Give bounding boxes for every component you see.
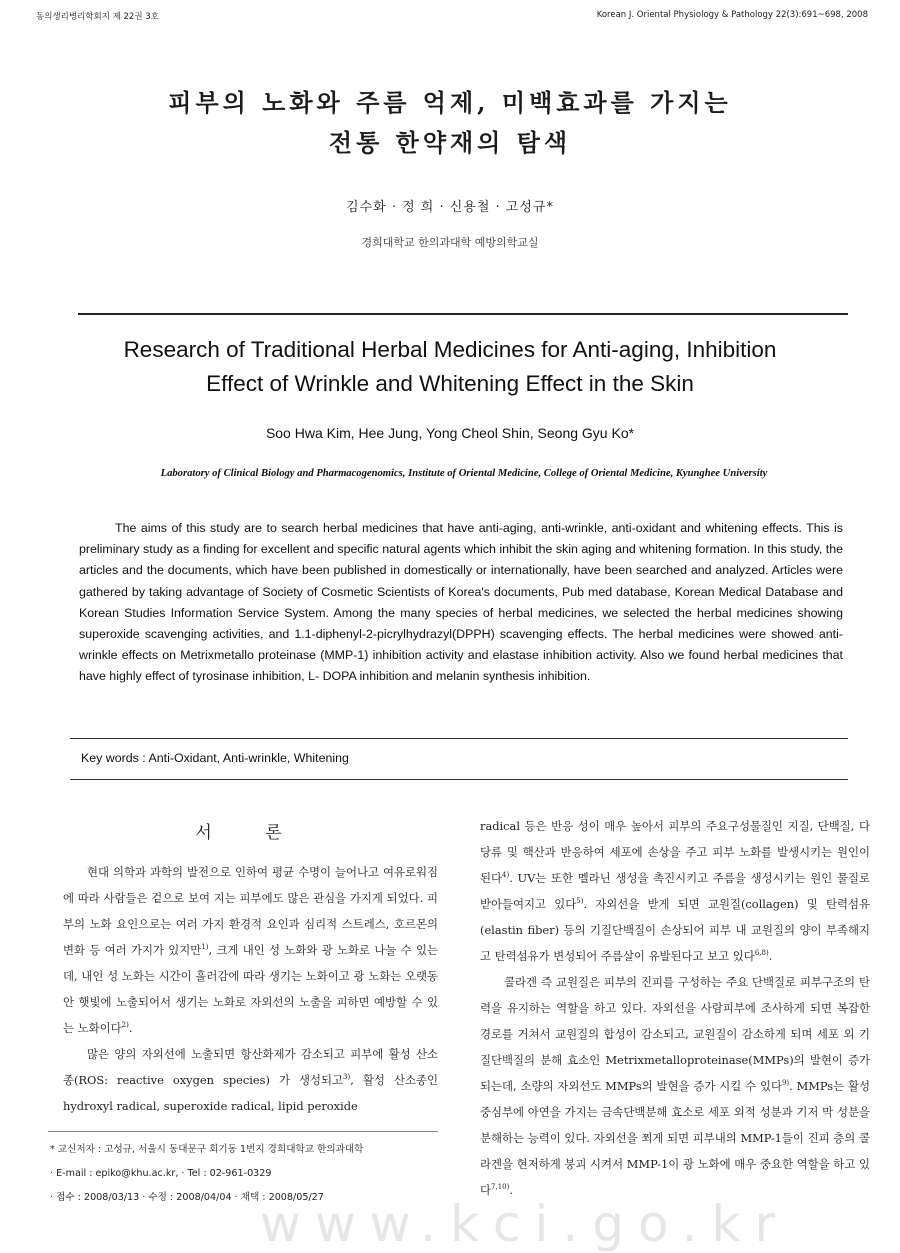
intro-paragraph-2-continued: radical 등은 반응 성이 매우 높아서 피부의 주요구성물질인 지질, 단백질, 다당류 및 핵산과 반응하여 세포에 손상을 주고 피부 노화를 발생시키는 원인이 된다$^{4)}$. UV는 또한 멜라닌 생성을 촉진시키고 주름을 생성시키는 원인 물질로 받아들여지고 있다$^{5)}$. 자외선을 받게 되면 교원질(collagen) 및 탄력섬유(elastin fiber) 등의 기질단백질이 손상되어 피부 내 교원질의 양이 부족해지고 탄력섬유가 변성되어 주름살이 유발된다고 보고 있다$^{6,8)}$. [480, 819, 870, 963]
citation-ref: 9) [781, 1079, 790, 1088]
keywords-top-rule [70, 738, 848, 739]
korean-affiliation: 경희대학교 한의과대학 예방의학교실 [361, 236, 539, 249]
footnote-corresponding-author: * 교신저자 : 고성규, 서울시 동대문구 회기동 1번지 경희대학교 한의과대학 [50, 1144, 364, 1155]
abstract: The aims of this study are to search herbal medicines that have anti-aging, anti-wrinkle, anti-oxidant and whitening effects. This is preliminary study as a finding for excellent and specific natural agents which inhibit the skin aging and whitening formation. In this study, the articles and the documents, which have been published in domestically or internationally, have been searched and analyzed. Articles were gathered by taking advantage of Society of Cosmetic Scientists of Korea's documents, Pub med database, Korean Medical Database and Korean Studies Information Service System. Among the many species of herbal medicines, we selected the herbal medicines showing superoxide scavenging activities, and 1.1-diphenyl-2-picrylhydrazyl(DPPH) scavenging effects. The herbal medicines were showed anti-wrinkle effects on Metrixmetallo proteinase (MMP-1) inhibition activity and elastase inhibition activity. Also we found herbal medicines that have highly effect of tyrosinase inhibition, L- DOPA inhibition and melanin synthesis inhibition. [79, 521, 843, 684]
footnote-dates: · 접수 : 2008/03/13 · 수정 : 2008/04/04 · 채택 : 2008/05/27 [50, 1192, 324, 1203]
footnote-contact: · E-mail : epiko@khu.ac.kr, · Tel : 02-961-0329 [50, 1168, 272, 1179]
korean-authors: 김수화 · 정 희 · 신용철 · 고성규* [346, 200, 554, 215]
citation-ref: 3) [343, 1073, 351, 1082]
journal-header-korean: 동의생리병리학회지 제 22권 3호 [36, 12, 159, 22]
korean-title-line-1: 피부의 노화와 주름 억제, 미백효과를 가지는 [168, 88, 732, 117]
citation-ref: 2) [121, 1021, 129, 1030]
keywords: Key words : Anti-Oxidant, Anti-wrinkle, Whitening [81, 751, 349, 765]
english-title-line-2: Effect of Wrinkle and Whitening Effect in the Skin [206, 371, 694, 396]
title-divider [78, 313, 848, 315]
english-authors: Soo Hwa Kim, Hee Jung, Yong Cheol Shin, Seong Gyu Ko* [265, 425, 635, 441]
keywords-bottom-rule [70, 779, 848, 780]
citation-ref: 6,8) [754, 949, 769, 958]
kci-watermark: www.kci.go.kr [260, 1195, 790, 1253]
english-title [0, 333, 900, 401]
korean-title-line-2: 전통 한약재의 탐색 [328, 128, 572, 157]
citation-ref: 5) [576, 897, 584, 906]
english-affiliation: Laboratory of Clinical Biology and Pharmacogenomics, Institute of Oriental Medicine, College of Oriental Medicine, Kyunghee University [160, 468, 768, 479]
intro-paragraph-2: 많은 양의 자외선에 노출되면 항산화제가 감소되고 피부에 활성 산소 종(ROS: reactive oxygen species) 가 생성되고$^{3)}$, 활성 산소종인 hydroxyl radical, superoxide radical, lipid peroxide [63, 1047, 438, 1113]
citation-ref: 7,10) [491, 1183, 510, 1192]
section-heading-introduction: 서 론 [195, 823, 306, 843]
intro-paragraph-1: 현대 의학과 과학의 발전으로 인하여 평균 수명이 늘어나고 여유로워짐에 따라 사람들은 겉으로 보여 지는 피부에도 많은 관심을 가지게 되었다. 피부의 노화 요인으로는 여러 가지 환경적 요인과 심리적 스트레스, 호르몬의 변화 등 여러 가지가 있지만$^{1)}$, 크게 내인 성 노화와 광 노화로 나눌 수 있는데, 내인 성 노화는 시간이 흘러감에 따라 생기는 노화이고 광 노화는 오랫동안 햇빛에 노출되어서 생기는 노화로 자외선의 노출을 피하면 예방할 수 있는 노화이다$^{2)}$. [63, 865, 438, 1035]
korean-title [0, 83, 900, 163]
english-title-line-1: Research of Traditional Herbal Medicines for Anti-aging, Inhibition [123, 337, 777, 362]
citation-ref: 4) [502, 871, 510, 880]
left-column [63, 859, 438, 1119]
intro-paragraph-3: 콜라겐 즉 교원질은 피부의 진피를 구성하는 주요 단백질로 피부구조의 탄력을 유지하는 역할을 하고 있다. 자외선을 사람피부에 조사하게 되면 복잡한 경로를 거쳐서 교원질의 합성이 감소되고, 교원질이 감소하게 되며 세포 외 기질단백질의 분해 효소인 Metrixmetalloproteinase(MMPs)의 발현이 증가되는데, 소량의 자외선도 MMPs의 발현을 증가 시킬 수 있다$^{9)}$. MMPs는 활성 중심부에 아연을 가지는 금속단백분해 효소로 세포 외적 성분과 기저 막 성분을 분해하는 능력이 있다. 자외선을 쬐게 되면 피부내의 MMP-1들이 진피 층의 콜라겐을 현저하게 붕괴 시켜서 MMP-1이 광 노화에 매우 중요한 역할을 하고 있다$^{7,10)}$. [480, 975, 870, 1197]
journal-header-english: Korean J. Oriental Physiology & Pathology 22(3):691~698, 2008 [596, 10, 868, 20]
footnote-divider [48, 1131, 438, 1132]
citation-ref: 1) [201, 943, 209, 952]
right-column [480, 813, 870, 1203]
